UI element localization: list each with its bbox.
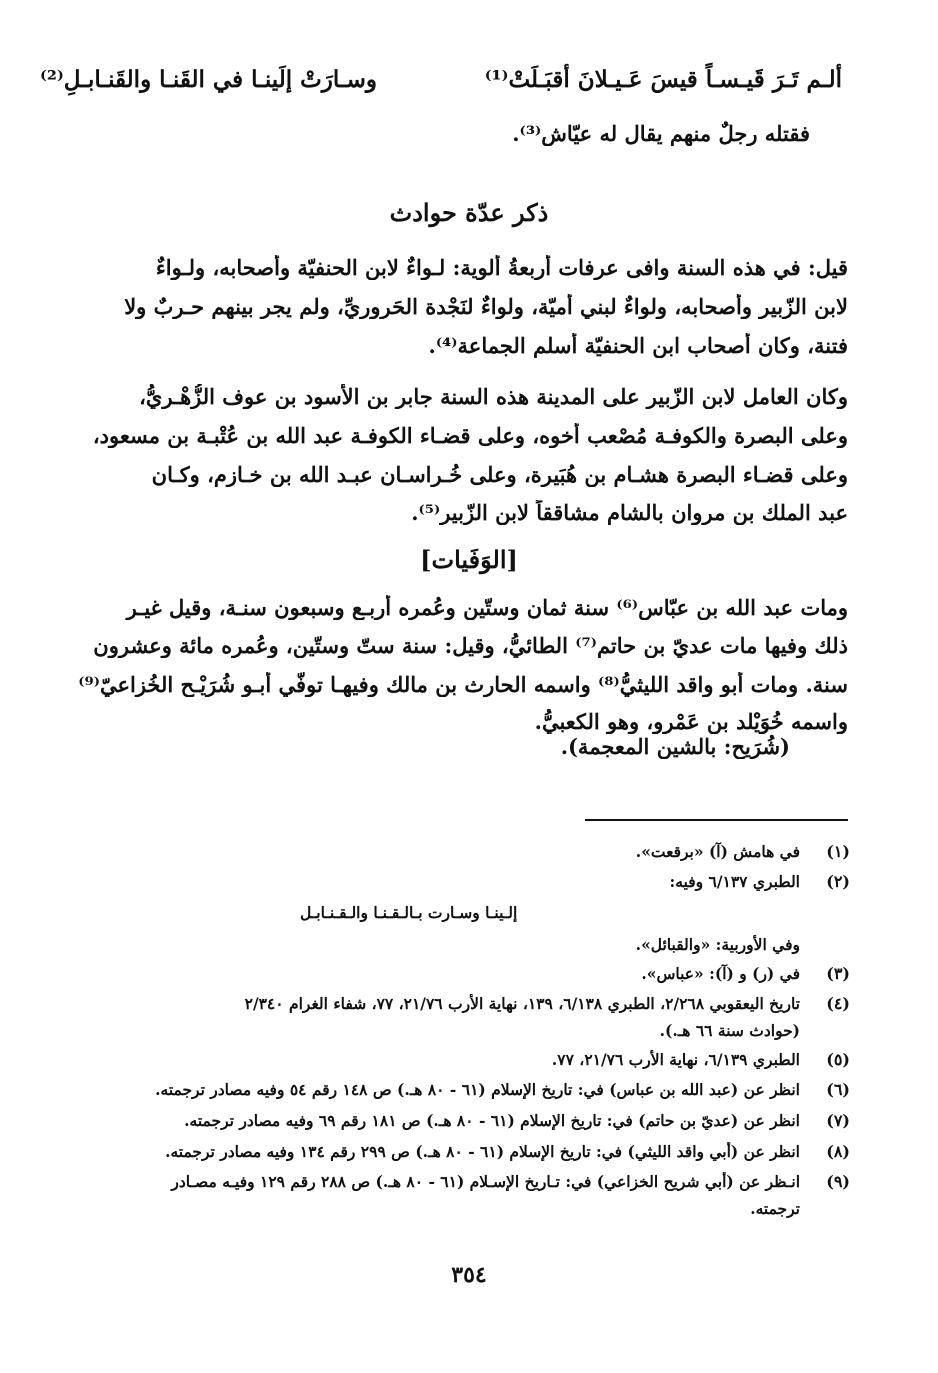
para1-line-2: لابن الزّبير وأصحابه، ولواءٌ لبني أُميّة، ولواءٌ لنَجْدة الحَروريِّ، ولم يجرِ بينهم حـربٌ ولا [124, 294, 848, 319]
footnote-number: (٣) [826, 964, 850, 983]
footnote-text: إلـينـا وسـارت بـالـقـنـا والـقـنـابـل [300, 903, 518, 922]
footnote-text: (حوادث سنة ٦٦ هـ.). [659, 1021, 800, 1040]
para3-line-4: واسمه خُوَيْلد بن عَمْرو، وهو الكعبيُّ. [534, 709, 848, 734]
footnote-text: في (ر) و (آ): «عباس». [641, 964, 800, 983]
footnote-text: انظر عن (عبد الله بن عباس) في: تاريخ الإسلام (٦١ - ٨٠ هـ.) ص ١٤٨ رقم ٥٤ وفيه مصادر ترجمته. [155, 1080, 800, 1099]
note-line: (شُرَيح: بالشين المعجمة). [560, 734, 790, 759]
footnote-text: انظر عن (أبي واقد الليثي) في: تاريخ الإسلام (٦١ - ٨٠ هـ.) ص ٢٩٩ رقم ١٣٤ وفيه مصادر ترجمته. [165, 1142, 800, 1161]
section-heading: ذكر عدّة حوادث [389, 198, 549, 227]
footnote-text: الطبري ٦/١٣٩، نهاية الأرب ٢١/٧٦، ٧٧. [551, 1050, 800, 1069]
para2-line-2: وعلى البصرة والكوفـة مُصْعب أخوه، وعلى قضـاء الكوفـة عبد الله بن عُتْبـة بن مسعود، [92, 423, 848, 448]
para3-line-3: سنة. ومات أبو واقد الليثيُّ⁽⁸⁾ واسمه الحارث بن مالك وفيهـا توفّي أبـو شُرَيْـح الخُزاعيّ⁽⁹⁾ [78, 672, 848, 697]
footnote-number: (٧) [826, 1111, 850, 1130]
footnote-text: الطبري ٦/١٣٧ وفيه: [669, 872, 800, 891]
deaths-heading: [الوَفَيات] [420, 545, 518, 574]
para1-line-1: قيل: في هذه السنة وافى عرفات أربعةُ ألوية: لـواءٌ لابن الحنفيّة وأصحابه، ولـواءٌ [155, 255, 848, 280]
footnote-divider [585, 819, 848, 821]
footnote-number: (٥) [826, 1050, 850, 1069]
footnote-number: (٦) [826, 1080, 850, 1099]
footnote-text: ترجمته. [750, 1199, 800, 1218]
footnote-number: (٩) [826, 1172, 850, 1191]
para3-line-1: ومات عبد الله بن عبّاس⁽⁶⁾ سنة ثمان وستّين وعُمره أربـع وسبعون سنـة، وقيل غيـر [126, 595, 848, 620]
page-number: ٣٥٤ [451, 1262, 487, 1288]
footnote-text: انظر عن (عديّ بن حاتم) في: تاريخ الإسلام (٦١ - ٨٠ هـ.) ص ١٨١ رقم ٦٩ وفيه مصادر ترجمته. [184, 1111, 800, 1130]
para2-line-4: عبد الملك بن مروان بالشام مشاققاً لابن الزّبير⁽⁵⁾. [411, 500, 848, 525]
footnote-text: تاريخ اليعقوبي ٢/٢٦٨، الطبري ٦/١٣٨، ١٣٩، نهاية الأرب ٢١/٧٦، ٧٧، شفاء الغرام ٢/٣٤٠ [244, 994, 800, 1013]
para3-line-2: ذلك وفيها مات عديّ بن حاتم⁽⁷⁾ الطائيُّ، وقيل: سنة ستّ وستّين، وعُمره مائة وعشرون [93, 633, 848, 658]
footnote-number: (٨) [826, 1142, 850, 1161]
footnote-number: (١) [826, 842, 850, 861]
para2-line-1: وكان العامل لابن الزّبير على المدينة هذه السنة جابر بن الأسود بن عوف الزُّهْـريُّ، [139, 384, 848, 409]
footnote-text: انـظر عن (أبي شريح الخزاعي) في: تـاريخ الإسـلام (٦١ - ٨٠ هـ.) ص ٢٨٨ رقم ١٢٩ وفيـه مصـادر [171, 1172, 800, 1191]
verse-right-hemistich: ألـم تَـرَ قَيـسـاً قيسَ عَـيـلانَ أقبَـلَتْ⁽¹⁾ [484, 66, 842, 93]
line-after-verse: فقتله رجلٌ منهم يقال له عيّاش⁽³⁾. [512, 121, 810, 146]
verse-left-hemistich: وسـارَتْ إلَينـا في القَنـا والقَنـابـلِ⁽²⁾ [40, 66, 377, 93]
para2-line-3: وعلى قضـاء البصرة هشـام بن هُبَيرة، وعلى خُـراسـان عبـد الله بن خـازم، وكـان [151, 462, 848, 487]
footnote-number: (٢) [826, 872, 850, 891]
para1-line-3: فتنة، وكان أصحاب ابن الحنفيّة أسلم الجماعة⁽⁴⁾. [428, 333, 848, 358]
footnote-text: وفي الأوربية: «والقبائل». [635, 935, 800, 954]
footnote-number: (٤) [826, 994, 850, 1013]
footnote-text: في هامش (آ) «برقعت». [635, 842, 800, 861]
